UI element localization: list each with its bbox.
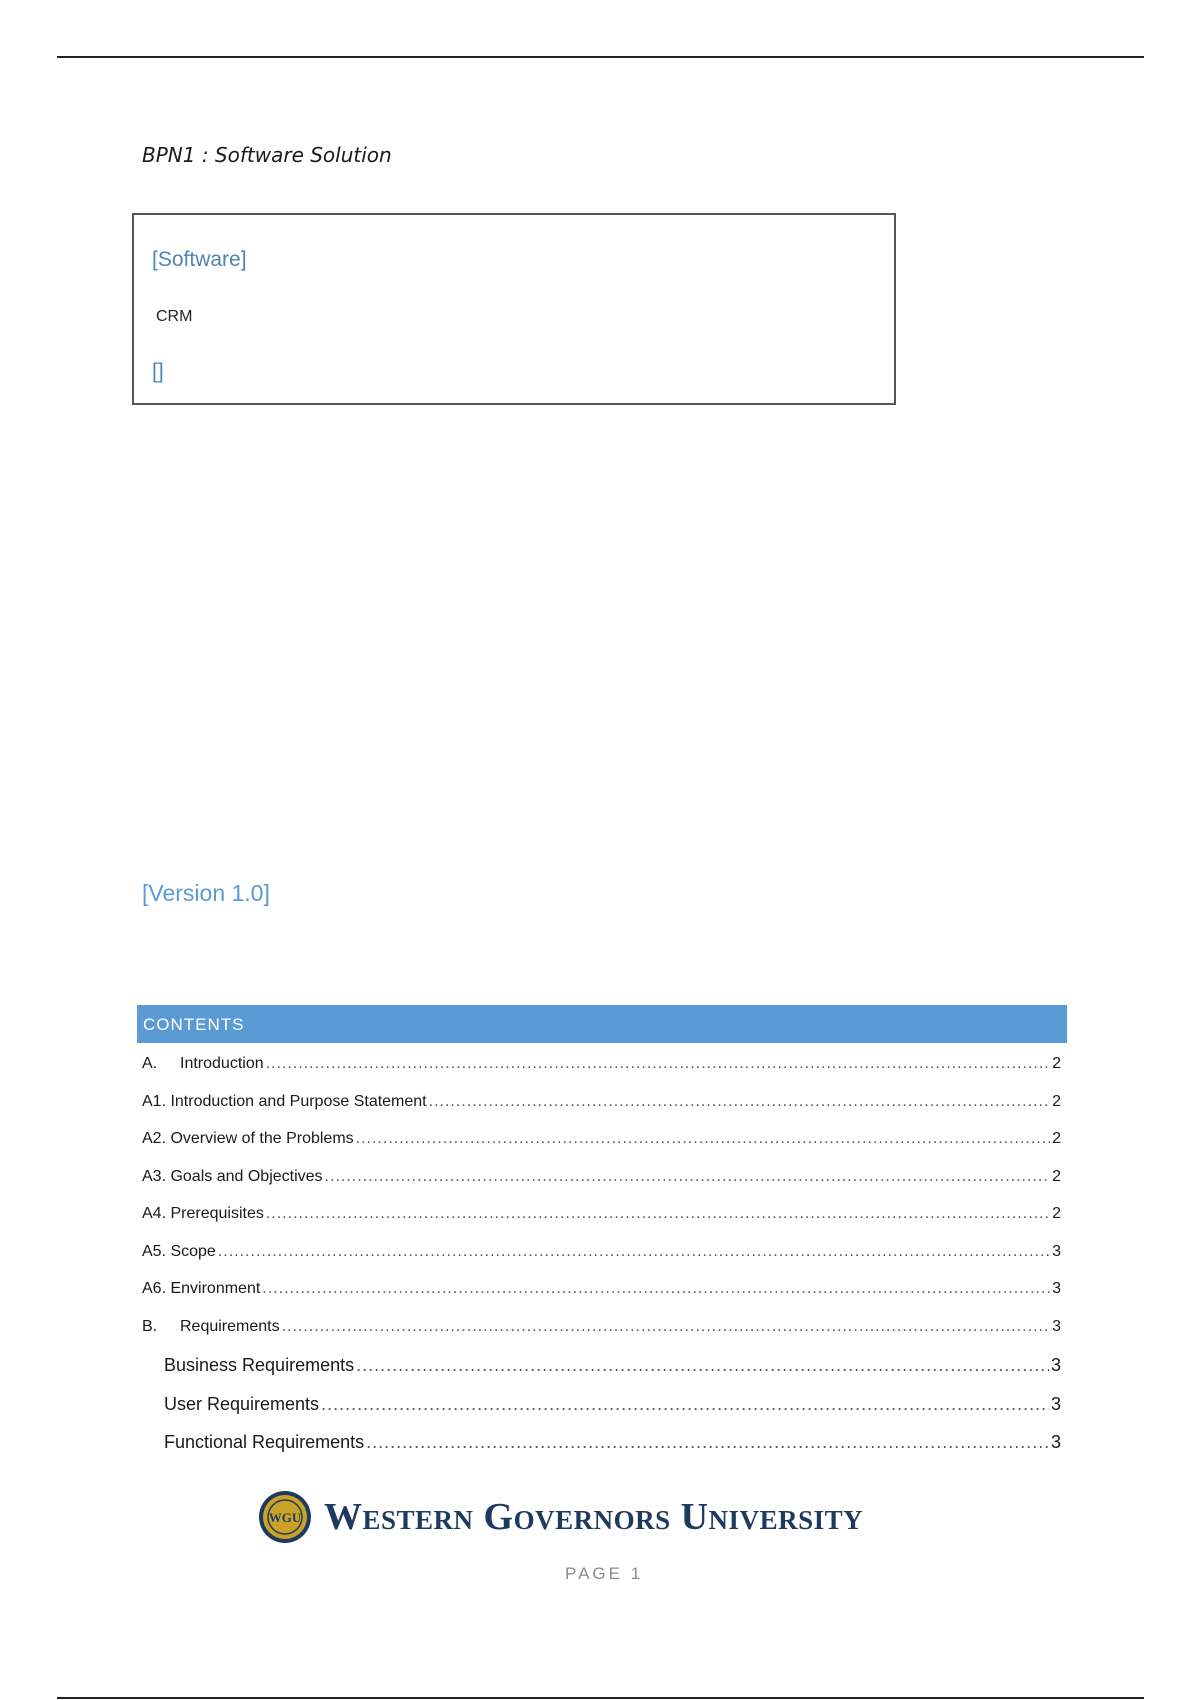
toc-leader-dots bbox=[429, 1093, 1050, 1111]
document-title: BPN1 : Software Solution bbox=[142, 143, 392, 167]
toc-entry-a3[interactable] bbox=[142, 1168, 1061, 1206]
toc-entry-introduction[interactable] bbox=[142, 1055, 1061, 1093]
toc-entry-label: A3. Goals and Objectives bbox=[142, 1167, 323, 1185]
seal-lettering: WGU bbox=[268, 1510, 302, 1525]
toc-leader-dots bbox=[356, 1355, 1049, 1376]
toc-entry-label: Business Requirements bbox=[164, 1355, 355, 1375]
toc-entry-page: 3 bbox=[1052, 1280, 1061, 1297]
toc-entry-a1[interactable] bbox=[142, 1093, 1061, 1131]
toc-entry-label: A1. Introduction and Purpose Statement bbox=[142, 1092, 427, 1110]
toc-leader-dots bbox=[282, 1318, 1050, 1336]
toc-entry-number: A. bbox=[142, 1055, 158, 1072]
toc-entry-page: 2 bbox=[1052, 1167, 1061, 1185]
toc-entry-a5[interactable] bbox=[142, 1243, 1061, 1281]
toc-entry-functional-requirements[interactable] bbox=[142, 1432, 1061, 1471]
toc-entry-label: A5. Scope bbox=[142, 1242, 216, 1260]
toc-entry-label: Requirements bbox=[180, 1317, 280, 1335]
header-rule bbox=[57, 56, 1144, 58]
university-logo bbox=[258, 1487, 908, 1547]
toc-entry-page: 2 bbox=[1052, 1205, 1061, 1222]
toc-entry-business-requirements[interactable] bbox=[142, 1355, 1061, 1394]
contents-heading-bar bbox=[137, 1005, 1067, 1043]
toc-entry-user-requirements[interactable] bbox=[142, 1394, 1061, 1433]
toc-leader-dots bbox=[266, 1055, 1050, 1073]
cover-box bbox=[132, 213, 896, 405]
toc-entry-page: 2 bbox=[1052, 1092, 1061, 1110]
toc-entry-a4[interactable] bbox=[142, 1205, 1061, 1243]
page-number: PAGE 1 bbox=[565, 1564, 644, 1583]
empty-field: [] bbox=[152, 360, 164, 383]
toc-entry-label: Functional Requirements bbox=[164, 1432, 365, 1452]
toc-entry-requirements[interactable] bbox=[142, 1318, 1061, 1356]
toc-entry-page: 2 bbox=[1052, 1055, 1061, 1072]
contents-heading: CONTENTS bbox=[143, 1015, 245, 1034]
toc-leader-dots bbox=[262, 1280, 1050, 1298]
toc-entry-page: 2 bbox=[1052, 1130, 1061, 1147]
toc-entry-number: B. bbox=[142, 1317, 158, 1335]
toc-entry-label: A2. Overview of the Problems bbox=[142, 1130, 354, 1147]
toc-leader-dots bbox=[218, 1243, 1050, 1261]
university-wordmark: Western Governors University bbox=[324, 1496, 864, 1538]
toc-leader-dots bbox=[356, 1130, 1050, 1148]
toc-entry-page: 3 bbox=[1050, 1355, 1061, 1375]
toc-leader-dots bbox=[321, 1394, 1049, 1415]
toc-entry-page: 3 bbox=[1052, 1242, 1061, 1260]
toc-entry-page: 3 bbox=[1052, 1317, 1061, 1335]
version-label: [Version 1.0] bbox=[142, 880, 270, 906]
toc-entry-page: 3 bbox=[1050, 1432, 1061, 1452]
toc-entry-label: A4. Prerequisites bbox=[142, 1205, 264, 1222]
toc-entry-page: 3 bbox=[1050, 1393, 1061, 1414]
toc-entry-label: Introduction bbox=[180, 1055, 264, 1072]
footer-rule bbox=[57, 1697, 1144, 1699]
toc-entry-a2[interactable] bbox=[142, 1130, 1061, 1168]
toc-leader-dots bbox=[325, 1168, 1051, 1186]
product-name: CRM bbox=[156, 308, 193, 325]
university-seal-icon bbox=[258, 1490, 312, 1544]
toc-entry-label: A6. Environment bbox=[142, 1280, 261, 1297]
toc-entry-label: User Requirements bbox=[164, 1393, 320, 1414]
toc-entry-a6[interactable] bbox=[142, 1280, 1061, 1318]
table-of-contents bbox=[142, 1055, 1061, 1471]
software-field: [Software] bbox=[152, 248, 247, 271]
toc-leader-dots bbox=[366, 1432, 1049, 1453]
toc-leader-dots bbox=[266, 1205, 1050, 1223]
